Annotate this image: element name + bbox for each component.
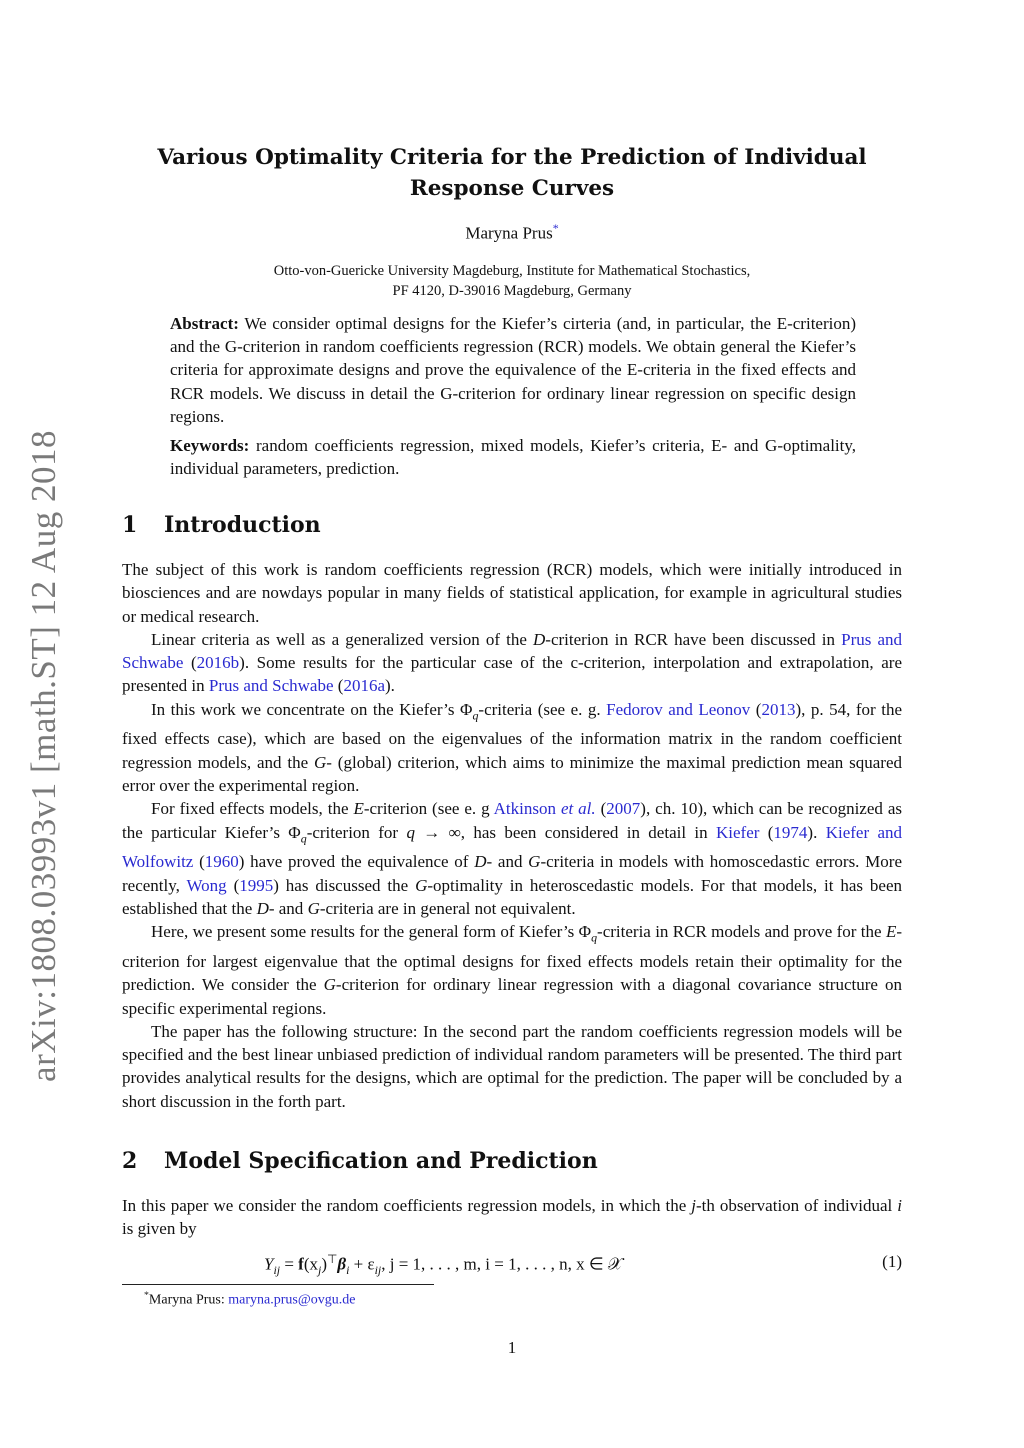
keywords-paragraph bbox=[170, 434, 856, 480]
footnote-rule bbox=[122, 1284, 434, 1285]
equation-number: (1) bbox=[882, 1252, 902, 1271]
author-name: Maryna Prus bbox=[465, 223, 553, 243]
citation-year-link[interactable]: 1974 bbox=[773, 822, 808, 842]
citation-link[interactable]: Atkinson bbox=[493, 799, 556, 819]
intro-paragraph-2: Linear criteria as well as a generalized version of the D-criterion in RCR have been discussed in Prus and Schwabe (2016b). Some results for the particular case of the c-criterion, interpolation and extrapolation, are presented in Prus and Schwabe (2016a). bbox=[122, 629, 902, 696]
citation-link[interactable]: Fedorov and Leonov bbox=[606, 699, 751, 719]
citation-link[interactable]: Prus and Schwabe bbox=[208, 676, 334, 696]
intro-paragraph-4: For fixed effects models, the E-criterion (see e. g Atkinson et al. (2007), ch. 10), which can be recognized as the particular Kiefer’s $\Phi_q$-criterion for q → ∞, has been considered in detail in Kiefer (1974). Kiefer and Wolfowitz (1960) have proved the equivalence of D- and G-criteria in models with homoscedastic errors. More recently, Wong (1995) has discussed the G-optimality in heteroscedastic models. For that models, it has been established that the D- and G-criteria are in general not equivalent. bbox=[122, 799, 903, 918]
footnote-text: Maryna Prus: bbox=[148, 1292, 229, 1308]
section-heading-model bbox=[122, 1148, 902, 1174]
citation-year-link[interactable]: 2007 bbox=[606, 799, 641, 819]
section-heading-introduction bbox=[122, 512, 902, 538]
citation-year-link[interactable]: 1960 bbox=[204, 852, 239, 872]
abstract-paragraph bbox=[170, 312, 856, 428]
citation-year-link[interactable]: 1995 bbox=[239, 875, 274, 895]
section-number: 2 bbox=[122, 1148, 138, 1174]
abstract-text: We consider optimal designs for the Kiefer’s cirteria (and, in particular, the E-criterion) and the G-criterion in random coefficients regression (RCR) models. We obtain general the Kiefer’s criteria for approximate designs and prove the equivalence of the E-criteria in the fixed effects and RCR models. We discuss in detail the G-criterion for ordinary linear regression on specific design regions. bbox=[170, 314, 857, 426]
citation-year-link[interactable]: 2016b bbox=[196, 653, 240, 673]
author bbox=[122, 221, 902, 244]
keywords-label: Keywords: bbox=[170, 436, 250, 456]
model-paragraph-1: In this paper we consider the random coefficients regression models, in which the j-th observation of individual i is given by bbox=[122, 1196, 902, 1239]
paper-title bbox=[122, 142, 902, 204]
introduction-body bbox=[122, 558, 902, 1113]
page-number: 1 bbox=[507, 1338, 517, 1357]
arxiv-stamp: arXiv:1808.03993v1 [math.ST] 12 Aug 2018 bbox=[24, 430, 63, 1082]
intro-paragraph-1: The subject of this work is random coefficients regression (RCR) models, which were initially introduced in biosciences and are nowdays popular in many fields of statistical application, for example in agricultural studies or medical research. bbox=[122, 560, 902, 626]
intro-paragraph-6: The paper has the following structure: In the second part the random coefficients regression models will be specified and the best linear unbiased prediction of individual random parameters will be presented. The third part provides analytical results for the designs, which are optimal for the prediction. The paper will be concluded by a short discussion in the forth part. bbox=[122, 1021, 902, 1111]
affiliation bbox=[122, 261, 902, 301]
intro-paragraph-5: Here, we present some results for the general form of Kiefer’s $\Phi_q$-criteria in RCR models and prove for the E-criterion for largest eigenvalue that the optimal designs for fixed effects models retain their optimality for the prediction. We consider the G-criterion for ordinary linear regression with a diagonal covariance structure on specific experimental regions. bbox=[122, 922, 902, 1018]
citation-etal-link[interactable]: et al. bbox=[560, 799, 596, 819]
title-line-2: Response Curves bbox=[409, 176, 615, 201]
email-link[interactable]: maryna.prus@ovgu.de bbox=[228, 1292, 356, 1308]
abstract-block bbox=[170, 312, 856, 480]
equation-body: $Y_{ij} = f(x_j)^⊤\beta_i + \varepsilon_{ij}$, j = 1, . . . , m, i = 1, . . . , n, x ∈ 𝒳 bbox=[264, 1252, 623, 1278]
intro-paragraph-3: In this work we concentrate on the Kiefer’s $\Phi_q$-criteria (see e. g. Fedorov and Leonov (2013), p. 54, for the fixed effects case), which are based on the eigenvalues of the information matrix in the random coefficient regression models, and the G- (global) criterion, which aims to minimize the maximal prediction mean squared error over the experimental region. bbox=[122, 699, 903, 796]
affiliation-line-1: Otto-von-Guericke University Magdeburg, Institute for Mathematical Stochastics, bbox=[273, 263, 751, 279]
citation-link[interactable]: Kiefer and Wolfowitz bbox=[122, 822, 902, 872]
section-title: Introduction bbox=[164, 512, 321, 538]
footnote bbox=[144, 1290, 355, 1309]
citation-link[interactable]: Prus and Schwabe bbox=[122, 629, 902, 673]
author-footnote-link[interactable]: * bbox=[552, 221, 559, 235]
affiliation-line-2: PF 4120, D-39016 Magdeburg, Germany bbox=[392, 283, 632, 299]
keywords-text: random coefficients regression, mixed models, Kiefer’s criteria, E- and G-optimality, individual parameters, prediction. bbox=[170, 436, 857, 479]
citation-link[interactable]: Wong bbox=[186, 875, 227, 895]
citation-link[interactable]: Kiefer bbox=[715, 822, 760, 842]
citation-year-link[interactable]: 2016a bbox=[343, 676, 385, 696]
citation-year-link[interactable]: 2013 bbox=[761, 699, 796, 719]
section-title: Model Specification and Prediction bbox=[164, 1148, 598, 1174]
model-body bbox=[122, 1194, 902, 1241]
title-line-1: Various Optimality Criteria for the Prediction of Individual bbox=[157, 145, 867, 170]
abstract-label: Abstract: bbox=[170, 314, 239, 333]
section-number: 1 bbox=[122, 512, 138, 538]
footnote-mark: * bbox=[144, 1290, 149, 1301]
